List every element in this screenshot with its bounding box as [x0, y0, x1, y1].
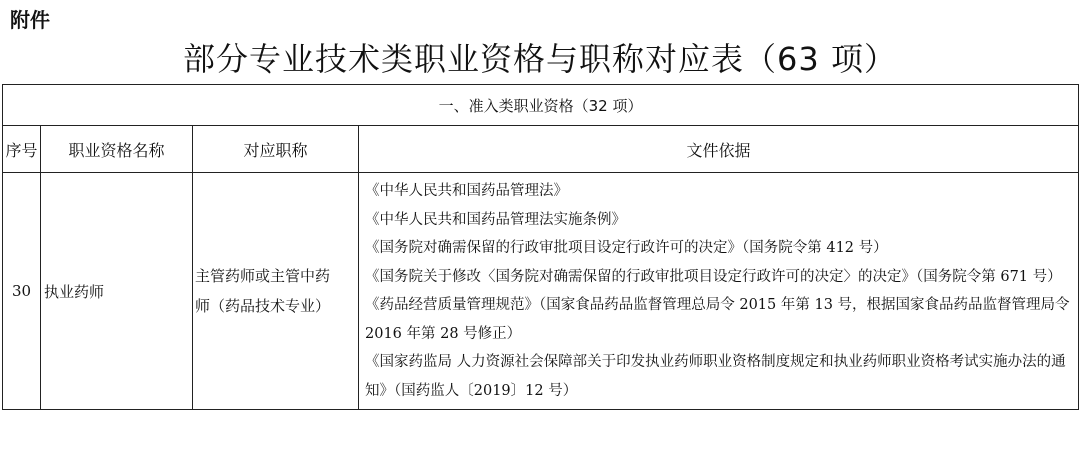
document-basis [359, 173, 1079, 410]
section-title: 一、准入类职业资格（32 项） [3, 85, 1079, 126]
basis-item: 《国务院关于修改〈国务院对确需保留的行政审批项目设定行政许可的决定〉的决定》（国务院令第 671 号） [365, 268, 1062, 285]
column-header-row [3, 126, 1079, 173]
attachment-label: 附件 [10, 8, 50, 32]
qualification-table [2, 84, 1079, 410]
title-line: 师（药品技术专业） [195, 297, 331, 315]
basis-item: 《国家药监局 人力资源社会保障部关于印发执业药师职业资格制度规定和执业药师职业资格考试实施办法的通知》（国药监人〔2019〕12 号） [365, 354, 1066, 399]
corresponding-title [193, 173, 359, 410]
table-row [3, 173, 1079, 410]
basis-item: 《中华人民共和国药品管理法实施条例》 [365, 211, 626, 228]
column-header-title: 对应职称 [193, 126, 359, 173]
basis-item: 《药品经营质量管理规范》（国家食品药品监督管理总局令 2015 年第 13 号，根据国家食品药品监督管理局令 2016 年第 28 号修正） [365, 297, 1070, 342]
column-header-basis: 文件依据 [359, 126, 1079, 173]
column-header-no: 序号 [3, 126, 41, 173]
column-header-qualification: 职业资格名称 [41, 126, 193, 173]
qualification-name: 执业药师 [41, 173, 193, 410]
page-title: 部分专业技术类职业资格与职称对应表（63 项） [183, 40, 897, 78]
basis-item: 《中华人民共和国药品管理法》 [365, 183, 568, 199]
basis-item: 《国务院对确需保留的行政审批项目设定行政许可的决定》（国务院令第 412 号） [365, 240, 888, 256]
section-header-row [3, 85, 1079, 126]
title-line: 主管药师或主管中药 [195, 267, 331, 285]
row-number: 30 [3, 173, 41, 410]
